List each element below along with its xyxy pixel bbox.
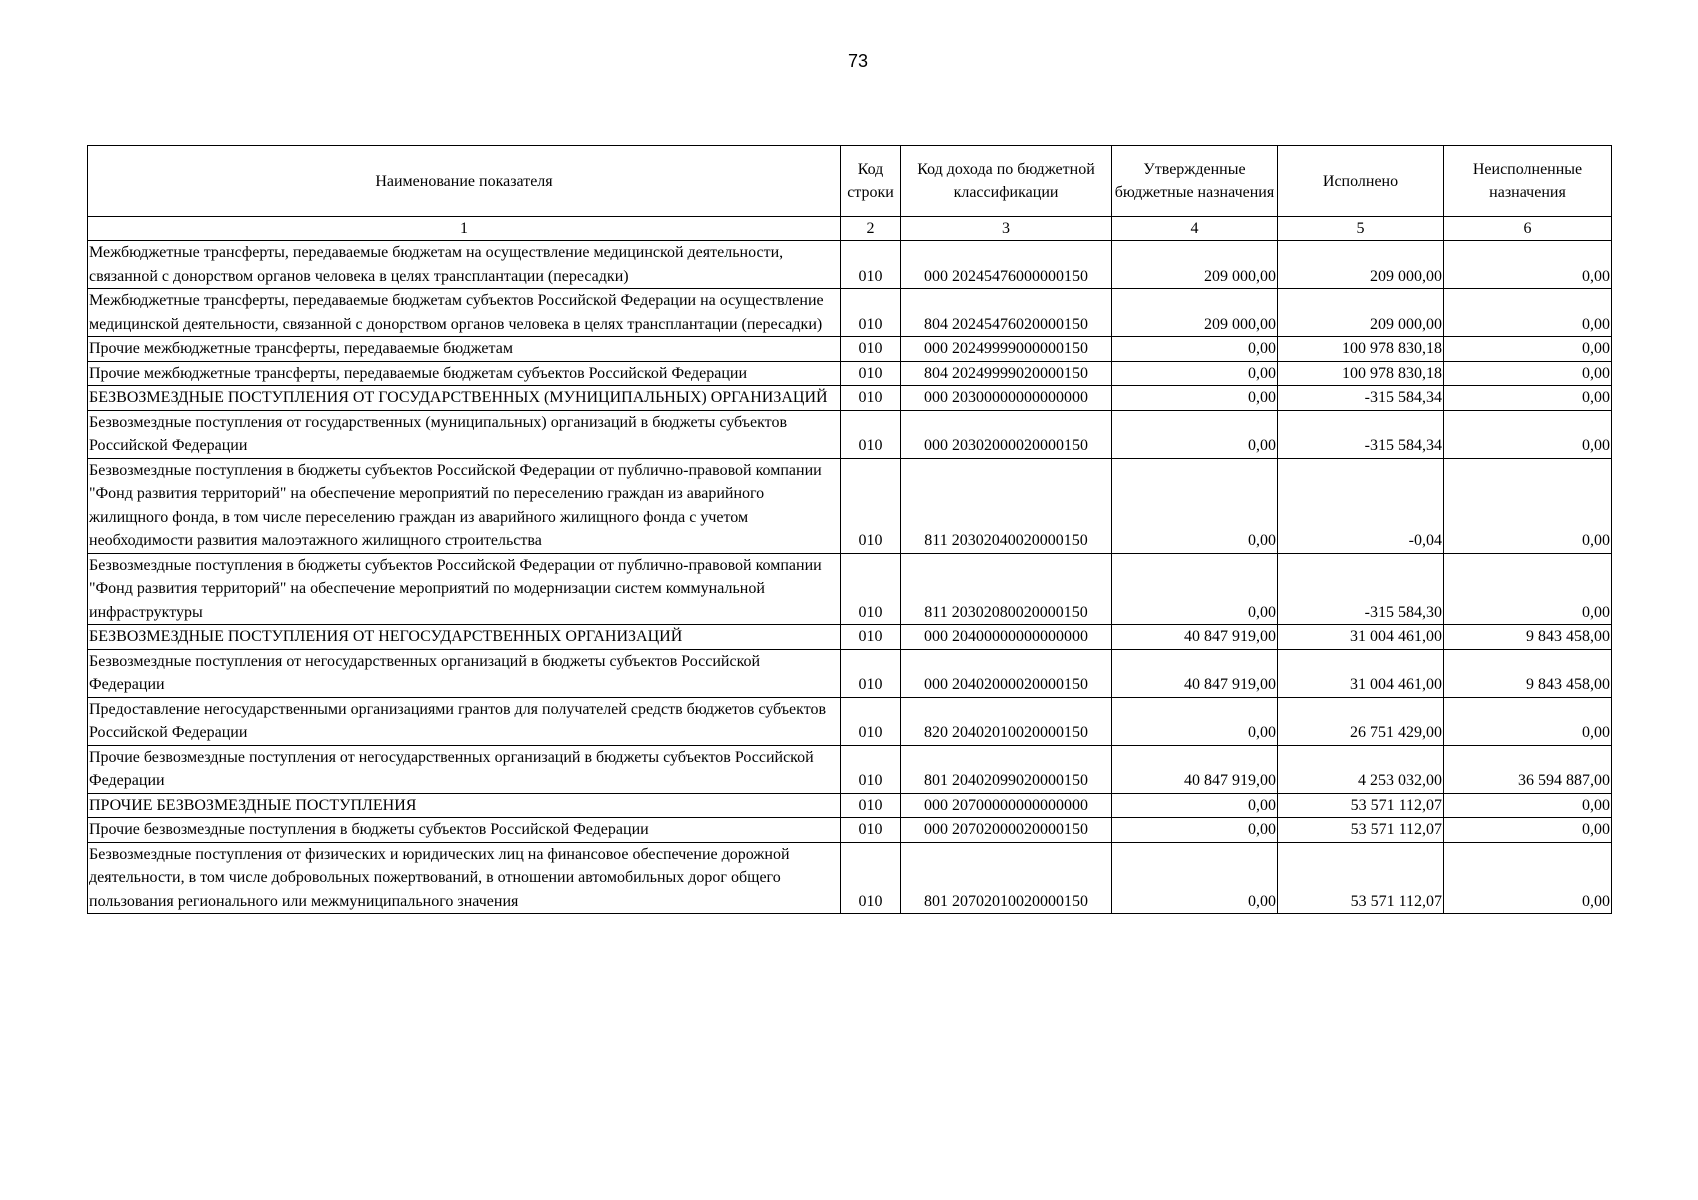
indicator-name-cell: Прочие межбюджетные трансферты, передаваемые бюджетам субъектов Российской Федерации xyxy=(88,361,841,386)
indicator-name-cell: БЕЗВОЗМЕЗДНЫЕ ПОСТУПЛЕНИЯ ОТ ГОСУДАРСТВЕННЫХ (МУНИЦИПАЛЬНЫХ) ОРГАНИЗАЦИЙ xyxy=(88,386,841,411)
income-code-cell: 000 20700000000000000 xyxy=(901,793,1112,818)
executed-amount-cell: 100 978 830,18 xyxy=(1278,361,1444,386)
unexecuted-amount-cell: 0,00 xyxy=(1444,337,1612,362)
approved-amount-cell: 209 000,00 xyxy=(1112,241,1278,289)
executed-amount-cell: 31 004 461,00 xyxy=(1278,649,1444,697)
executed-amount-cell: 26 751 429,00 xyxy=(1278,697,1444,745)
unexecuted-amount-cell: 36 594 887,00 xyxy=(1444,745,1612,793)
income-code-cell: 000 20302000020000150 xyxy=(901,410,1112,458)
line-code-cell: 010 xyxy=(841,410,901,458)
executed-amount-cell: -0,04 xyxy=(1278,458,1444,553)
unexecuted-amount-cell: 9 843 458,00 xyxy=(1444,625,1612,650)
approved-amount-cell: 0,00 xyxy=(1112,793,1278,818)
line-code-cell: 010 xyxy=(841,553,901,625)
income-code-cell: 820 20402010020000150 xyxy=(901,697,1112,745)
income-code-cell: 801 20402099020000150 xyxy=(901,745,1112,793)
unexecuted-amount-cell: 0,00 xyxy=(1444,410,1612,458)
income-code-cell: 000 20245476000000150 xyxy=(901,241,1112,289)
approved-amount-cell: 40 847 919,00 xyxy=(1112,745,1278,793)
header-income-code: Код дохода по бюджетной классификации xyxy=(901,146,1112,217)
budget-execution-table xyxy=(87,145,1612,914)
line-code-cell: 010 xyxy=(841,361,901,386)
approved-amount-cell: 0,00 xyxy=(1112,361,1278,386)
line-code-cell: 010 xyxy=(841,289,901,337)
indicator-name-cell: Прочие безвозмездные поступления от негосударственных организаций в бюджеты субъектов Российской Федерации xyxy=(88,745,841,793)
table-row xyxy=(88,410,1612,458)
table-row xyxy=(88,649,1612,697)
line-code-cell: 010 xyxy=(841,241,901,289)
indicator-name-cell: Прочие межбюджетные трансферты, передаваемые бюджетам xyxy=(88,337,841,362)
column-number: 4 xyxy=(1112,217,1278,241)
column-number-row xyxy=(88,217,1612,241)
approved-amount-cell: 0,00 xyxy=(1112,458,1278,553)
indicator-name-cell: Прочие безвозмездные поступления в бюджеты субъектов Российской Федерации xyxy=(88,818,841,843)
indicator-name-cell: БЕЗВОЗМЕЗДНЫЕ ПОСТУПЛЕНИЯ ОТ НЕГОСУДАРСТВЕННЫХ ОРГАНИЗАЦИЙ xyxy=(88,625,841,650)
table-row xyxy=(88,697,1612,745)
approved-amount-cell: 209 000,00 xyxy=(1112,289,1278,337)
table-row xyxy=(88,793,1612,818)
indicator-name-cell: Предоставление негосударственными организациями грантов для получателей средств бюджетов субъектов Российской Федерации xyxy=(88,697,841,745)
table-row xyxy=(88,241,1612,289)
income-code-cell: 000 20400000000000000 xyxy=(901,625,1112,650)
unexecuted-amount-cell: 0,00 xyxy=(1444,241,1612,289)
table-row xyxy=(88,818,1612,843)
executed-amount-cell: 53 571 112,07 xyxy=(1278,842,1444,914)
line-code-cell: 010 xyxy=(841,625,901,650)
header-indicator-name: Наименование показателя xyxy=(88,146,841,217)
line-code-cell: 010 xyxy=(841,649,901,697)
approved-amount-cell: 0,00 xyxy=(1112,818,1278,843)
table-row xyxy=(88,553,1612,625)
table-row xyxy=(88,745,1612,793)
indicator-name-cell: Межбюджетные трансферты, передаваемые бюджетам субъектов Российской Федерации на осуществление медицинской деятельности, связанной с донорством органов человека в целях трансплантации (пересадки) xyxy=(88,289,841,337)
executed-amount-cell: 209 000,00 xyxy=(1278,241,1444,289)
approved-amount-cell: 0,00 xyxy=(1112,410,1278,458)
executed-amount-cell: -315 584,34 xyxy=(1278,410,1444,458)
income-code-cell: 811 20302040020000150 xyxy=(901,458,1112,553)
income-code-cell: 000 20300000000000000 xyxy=(901,386,1112,411)
unexecuted-amount-cell: 0,00 xyxy=(1444,458,1612,553)
unexecuted-amount-cell: 9 843 458,00 xyxy=(1444,649,1612,697)
approved-amount-cell: 0,00 xyxy=(1112,337,1278,362)
approved-amount-cell: 40 847 919,00 xyxy=(1112,649,1278,697)
indicator-name-cell: Безвозмездные поступления в бюджеты субъектов Российской Федерации от публично-правовой компании "Фонд развития территорий" на обеспечение мероприятий по модернизации систем коммунальной инфраструктуры xyxy=(88,553,841,625)
executed-amount-cell: -315 584,30 xyxy=(1278,553,1444,625)
approved-amount-cell: 0,00 xyxy=(1112,697,1278,745)
approved-amount-cell: 0,00 xyxy=(1112,842,1278,914)
indicator-name-cell: Безвозмездные поступления от негосударственных организаций в бюджеты субъектов Российской Федерации xyxy=(88,649,841,697)
table-row xyxy=(88,386,1612,411)
header-approved: Утвержденные бюджетные назначения xyxy=(1112,146,1278,217)
column-number: 6 xyxy=(1444,217,1612,241)
indicator-name-cell: Безвозмездные поступления от государственных (муниципальных) организаций в бюджеты субъектов Российской Федерации xyxy=(88,410,841,458)
indicator-name-cell: Безвозмездные поступления от физических и юридических лиц на финансовое обеспечение дорожной деятельности, в том числе добровольных пожертвований, в отношении автомобильных дорог общего пользования регионального или межмуниципального значения xyxy=(88,842,841,914)
unexecuted-amount-cell: 0,00 xyxy=(1444,553,1612,625)
executed-amount-cell: 31 004 461,00 xyxy=(1278,625,1444,650)
income-code-cell: 000 20402000020000150 xyxy=(901,649,1112,697)
indicator-name-cell: Межбюджетные трансферты, передаваемые бюджетам на осуществление медицинской деятельности, связанной с донорством органов человека в целях трансплантации (пересадки) xyxy=(88,241,841,289)
table-row xyxy=(88,625,1612,650)
indicator-name-cell: ПРОЧИЕ БЕЗВОЗМЕЗДНЫЕ ПОСТУПЛЕНИЯ xyxy=(88,793,841,818)
table-row xyxy=(88,337,1612,362)
unexecuted-amount-cell: 0,00 xyxy=(1444,697,1612,745)
executed-amount-cell: 4 253 032,00 xyxy=(1278,745,1444,793)
income-code-cell: 804 20245476020000150 xyxy=(901,289,1112,337)
header-executed: Исполнено xyxy=(1278,146,1444,217)
header-unexecuted: Неисполненные назначения xyxy=(1444,146,1612,217)
unexecuted-amount-cell: 0,00 xyxy=(1444,289,1612,337)
column-number: 5 xyxy=(1278,217,1444,241)
approved-amount-cell: 0,00 xyxy=(1112,386,1278,411)
line-code-cell: 010 xyxy=(841,386,901,411)
income-code-cell: 801 20702010020000150 xyxy=(901,842,1112,914)
column-number: 3 xyxy=(901,217,1112,241)
table-row xyxy=(88,289,1612,337)
unexecuted-amount-cell: 0,00 xyxy=(1444,818,1612,843)
executed-amount-cell: 53 571 112,07 xyxy=(1278,818,1444,843)
approved-amount-cell: 40 847 919,00 xyxy=(1112,625,1278,650)
line-code-cell: 010 xyxy=(841,697,901,745)
column-number: 2 xyxy=(841,217,901,241)
income-code-cell: 000 20702000020000150 xyxy=(901,818,1112,843)
income-code-cell: 811 20302080020000150 xyxy=(901,553,1112,625)
line-code-cell: 010 xyxy=(841,337,901,362)
table-row xyxy=(88,842,1612,914)
line-code-cell: 010 xyxy=(841,458,901,553)
header-line-code: Код строки xyxy=(841,146,901,217)
column-number: 1 xyxy=(88,217,841,241)
executed-amount-cell: 209 000,00 xyxy=(1278,289,1444,337)
unexecuted-amount-cell: 0,00 xyxy=(1444,793,1612,818)
page-number: 73 xyxy=(847,51,869,71)
unexecuted-amount-cell: 0,00 xyxy=(1444,842,1612,914)
line-code-cell: 010 xyxy=(841,842,901,914)
table-row xyxy=(88,458,1612,553)
approved-amount-cell: 0,00 xyxy=(1112,553,1278,625)
indicator-name-cell: Безвозмездные поступления в бюджеты субъектов Российской Федерации от публично-правовой компании "Фонд развития территорий" на обеспечение мероприятий по переселению граждан из аварийного жилищного фонда, в том числе переселению граждан из аварийного жилищного фонда с учетом необходимости развития малоэтажного жилищного строительства xyxy=(88,458,841,553)
header-row xyxy=(88,146,1612,217)
line-code-cell: 010 xyxy=(841,745,901,793)
unexecuted-amount-cell: 0,00 xyxy=(1444,361,1612,386)
income-code-cell: 804 20249999020000150 xyxy=(901,361,1112,386)
executed-amount-cell: -315 584,34 xyxy=(1278,386,1444,411)
unexecuted-amount-cell: 0,00 xyxy=(1444,386,1612,411)
income-code-cell: 000 20249999000000150 xyxy=(901,337,1112,362)
executed-amount-cell: 100 978 830,18 xyxy=(1278,337,1444,362)
executed-amount-cell: 53 571 112,07 xyxy=(1278,793,1444,818)
line-code-cell: 010 xyxy=(841,818,901,843)
line-code-cell: 010 xyxy=(841,793,901,818)
table-row xyxy=(88,361,1612,386)
